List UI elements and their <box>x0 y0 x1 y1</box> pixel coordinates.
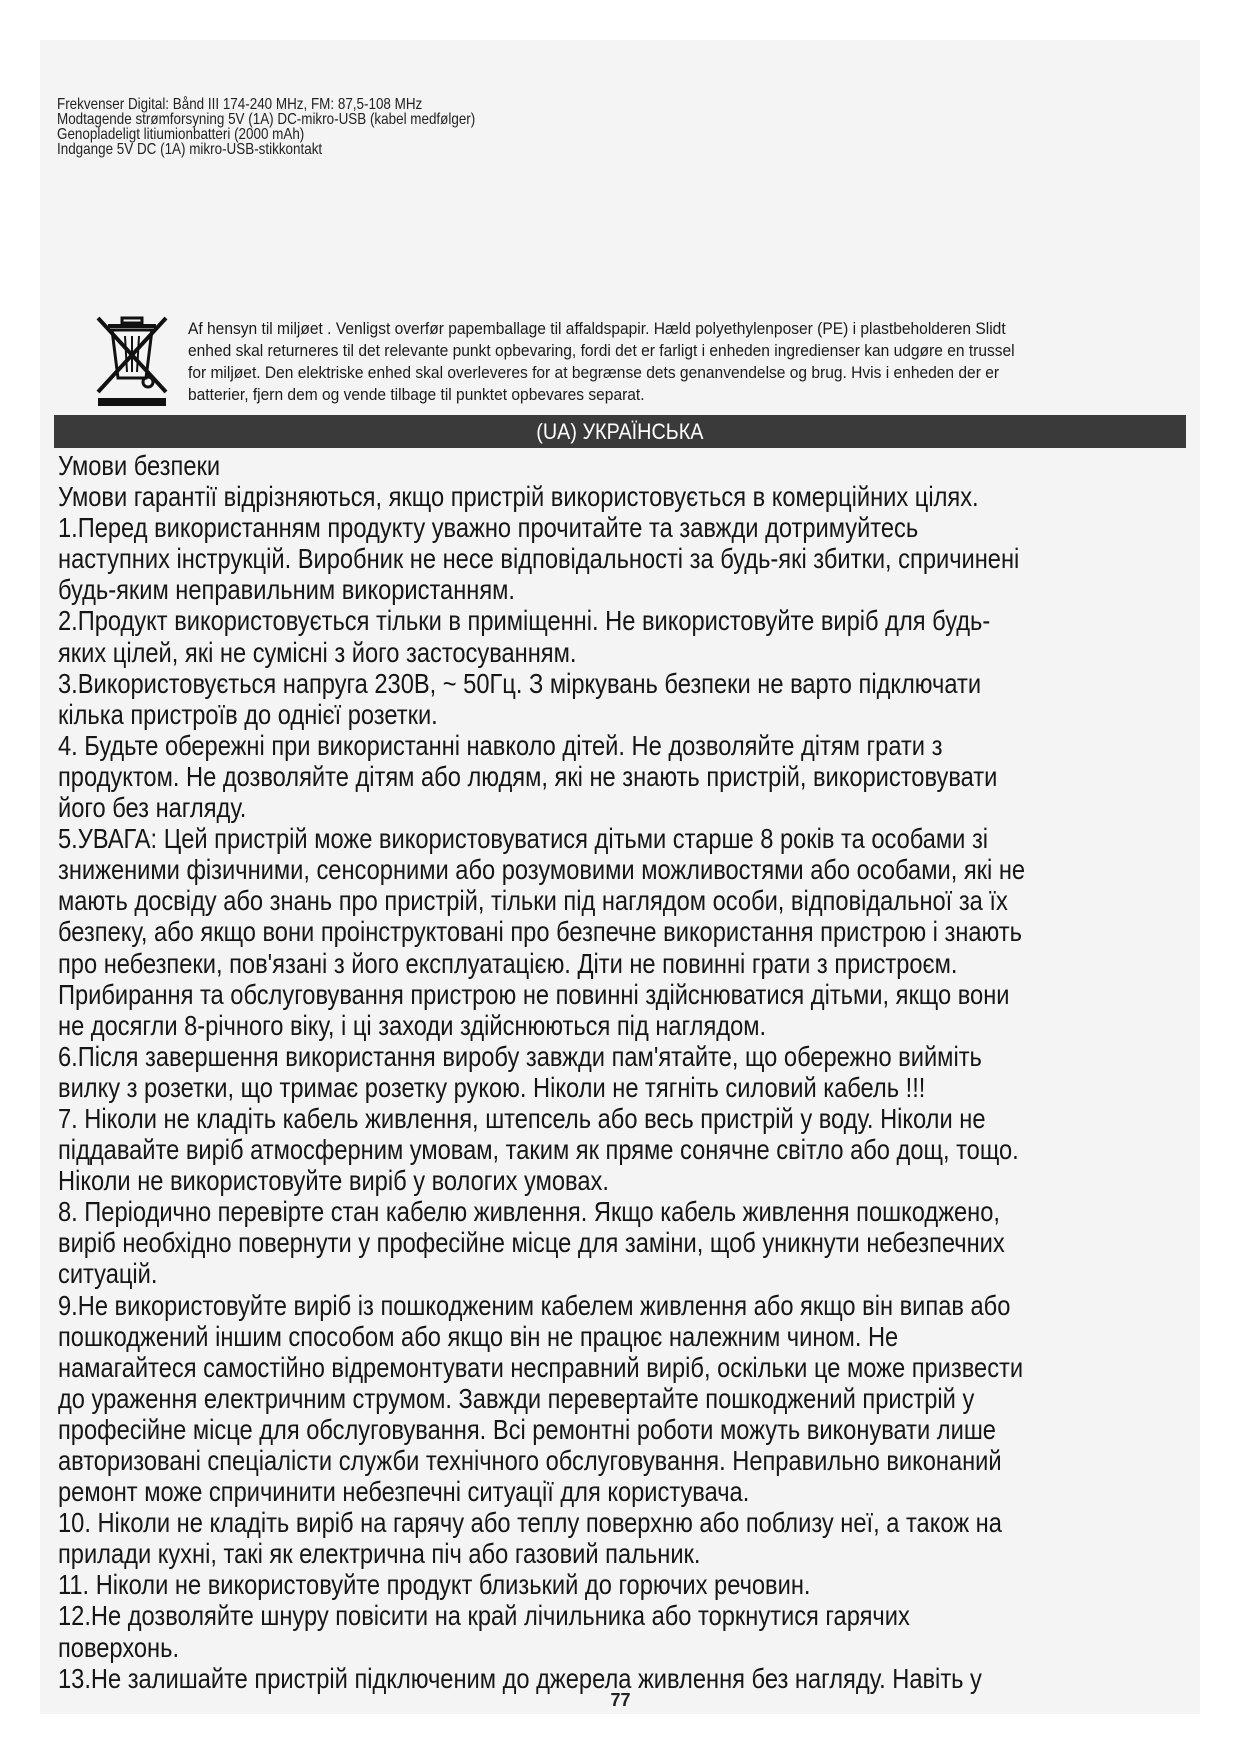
instruction-line: яких цілей, які не сумісні з його застосуванням. <box>58 636 577 668</box>
instruction-line: 2.Продукт використовується тільки в приміщенні. Не використовуйте виріб для будь- <box>58 605 991 637</box>
instruction-line: піддавайте виріб атмосферним умовам, таким як пряме сонячне світло або дощ, тощо. <box>58 1134 1019 1166</box>
environment-line: batterier, fjern dem og vende tilbage til punktet opbevares separat. <box>188 385 645 404</box>
crossed-out-wheelie-bin-icon <box>92 312 172 408</box>
instruction-line: 8. Періодично перевірте стан кабелю живлення. Якщо кабель живлення пошкоджено, <box>58 1196 1000 1228</box>
instruction-line: 11. Ніколи не використовуйте продукт близький до горючих речовин. <box>58 1569 811 1601</box>
environment-line: for miljøet. Den elektriske enhed skal overleveres for at begrænse dets genanvendelse og brug. Hvis i enheden der er <box>188 363 1000 382</box>
language-section-title: (UA) УКРАЇНСЬКА <box>536 419 704 444</box>
instruction-line: Прибирання та обслуговування пристрою не повинні здійснюватися дітьми, якщо вони <box>58 978 1010 1010</box>
instruction-line: 12.Не дозволяйте шнуру повісити на край лічильника або торкнутися гарячих <box>58 1600 910 1632</box>
page-number: 77 <box>610 1690 631 1710</box>
instruction-line: 6.Після завершення використання виробу завжди пам'ятайте, що обережно вийміть <box>58 1040 982 1072</box>
section-title: Умови безпеки <box>58 450 221 481</box>
environment-notice <box>188 318 1103 406</box>
instruction-line: Умови гарантії відрізняються, якщо пристрій використовується в комерційних цілях. <box>58 481 979 513</box>
environment-line: Af hensyn til miljøet . Venligst overfør papemballage til affaldspapir. Hæld polyethylenposer (PE) i plastbeholderen Slidt <box>188 319 1006 338</box>
instruction-line: кілька пристроїв до однієї розетки. <box>58 698 438 730</box>
instruction-line: 5.УВАГА: Цей пристрій може використовуватися дітьми старше 8 років та особами зі <box>58 823 989 855</box>
spec-line: Genopladeligt litiumionbatteri (2000 mAh) <box>57 126 305 143</box>
instruction-line: 1.Перед використанням продукту уважно прочитайте та завжди дотримуйтесь <box>58 512 919 544</box>
instruction-line: 4. Будьте обережні при використанні навколо дітей. Не дозволяйте дітям грати з <box>58 729 943 761</box>
instruction-line: авторизовані спеціалісти служби технічного обслуговування. Неправильно виконаний <box>58 1445 1002 1476</box>
instruction-line: 7. Ніколи не кладіть кабель живлення, штепсель або весь пристрій у воду. Ніколи не <box>58 1102 986 1134</box>
instruction-line: до ураження електричним струмом. Завжди перевертайте пошкоджений пристрій у <box>58 1382 975 1414</box>
instruction-line: 9.Не використовуйте виріб із пошкодженим кабелем живлення або якщо він випав або <box>58 1289 1011 1321</box>
language-section-header <box>54 415 1186 448</box>
instruction-line: вилку з розетки, що тримає розетку рукою. Ніколи не тягніть силовий кабель !!! <box>58 1071 926 1103</box>
specifications-block <box>57 97 813 157</box>
instruction-line: Ніколи не використовуйте виріб у вологих умовах. <box>58 1165 609 1197</box>
safety-instructions <box>58 450 1157 1694</box>
instruction-line: ситуацій. <box>58 1258 158 1290</box>
instruction-line: прилади кухні, такі як електрична піч або газовий пальник. <box>58 1538 701 1570</box>
instruction-line: ремонт може спричинити небезпечні ситуації для користувача. <box>58 1476 750 1508</box>
instruction-line: мають досвіду або знань про пристрій, тільки під наглядом особи, відповідальної за їх <box>58 885 1008 917</box>
instruction-line: безпеку, або якщо вони проінструктовані про безпечне використання пристрою і знають <box>58 916 1022 948</box>
instruction-line: 10. Ніколи не кладіть виріб на гарячу або теплу поверхню або поблизу неї, а також на <box>58 1507 1002 1539</box>
spec-line: Frekvenser Digital: Bånd III 174-240 MHz, FM: 87,5-108 MHz <box>57 96 423 113</box>
instruction-line: виріб необхідно повернути у професійне місце для заміни, щоб уникнути небезпечних <box>58 1227 1005 1259</box>
instruction-line: пошкоджений іншим способом або якщо він не працює належним чином. Не <box>58 1320 899 1352</box>
instruction-line: 3.Використовується напруга 230В, ~ 50Гц. З міркувань безпеки не варто підключати <box>58 667 982 699</box>
instruction-line: його без нагляду. <box>58 792 247 824</box>
instruction-line: про небезпеки, пов'язані з його експлуатацією. Діти не повинні грати з пристроєм. <box>58 947 958 979</box>
instruction-line: поверхонь. <box>58 1631 180 1663</box>
instruction-line: наступних інструкцій. Виробник не несе відповідальності за будь-які збитки, спричинені <box>58 543 1020 575</box>
instruction-line: продуктом. Не дозволяйте дітям або людям, які не знають пристрій, використовувати <box>58 760 998 792</box>
instruction-line: намагайтеся самостійно відремонтувати несправний виріб, оскільки це може призвести <box>58 1351 1024 1383</box>
spec-line: Modtagende strømforsyning 5V (1A) DC-mikro-USB (kabel medfølger) <box>57 111 476 128</box>
instruction-line: не досягли 8-річного віку, і ці заходи здійснюються під наглядом. <box>58 1009 767 1041</box>
environment-line: enhed skal returneres til det relevante punkt opbevaring, fordi det er farligt i enheden ingredienser kan udgøre en trussel <box>188 341 1015 360</box>
instruction-line: 13.Не залишайте пристрій підключеним до джерела живлення без нагляду. Навіть у <box>58 1662 982 1694</box>
instruction-line: професійне місце для обслуговування. Всі ремонтні роботи можуть виконувати лише <box>58 1413 996 1445</box>
instruction-line: зниженими фізичними, сенсорними або розумовими можливостями або особами, які не <box>58 854 1026 886</box>
spec-line: Indgange 5V DC (1A) mikro-USB-stikkontakt <box>57 141 323 158</box>
instruction-line: будь-яким неправильним використанням. <box>58 574 515 606</box>
